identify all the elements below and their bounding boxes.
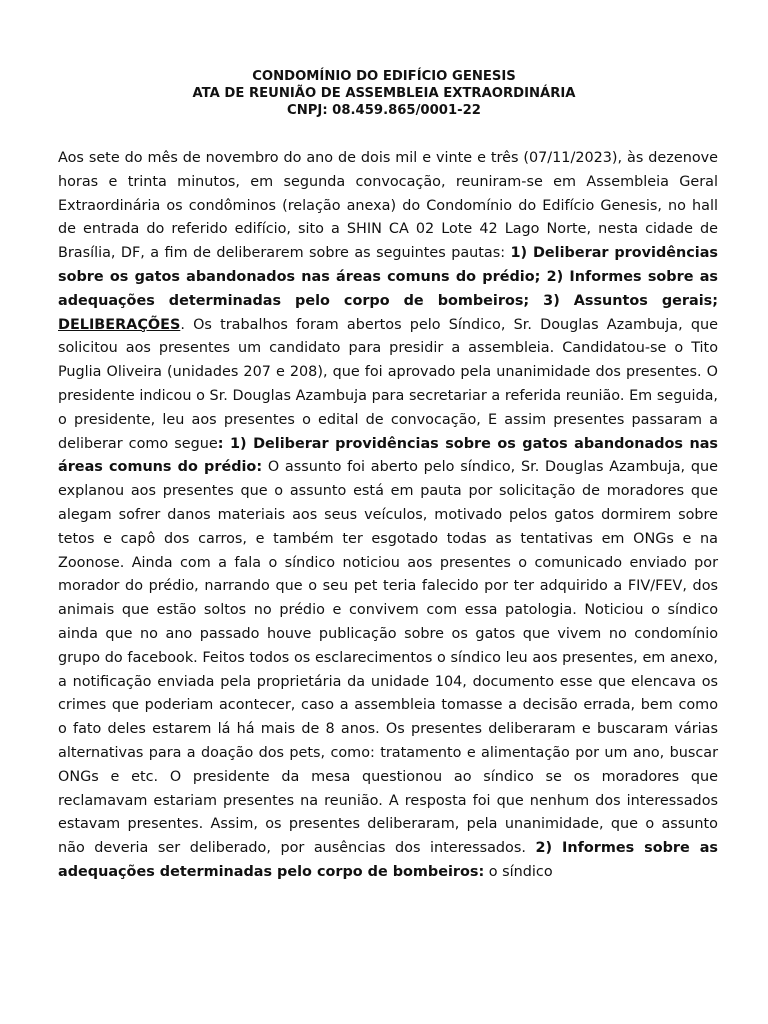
document-title: ATA DE REUNIÃO DE ASSEMBLEIA EXTRAORDINÁRIA <box>192 86 576 101</box>
condominium-name: CONDOMÍNIO DO EDIFÍCIO GENESIS <box>252 69 516 84</box>
document-header <box>0 68 768 119</box>
item-1-text: O assunto foi aberto pelo síndico, Sr. Douglas Azambuja, que explanou aos presentes que o assunto está em pauta por solicitação de moradores que alegam sofrer danos materiais aos seus veículos, motivado pelos gatos dormirem sobre tetos e capô dos carros, e também ter esgotado todas as tentativas em ONGs e na Zoonose. Ainda com a fala o síndico noticiou aos presentes o comunicado enviado por morador do prédio, narrando que o seu pet teria falecido por ter adquirido a FIV/FEV, dos animais que estão soltos no prédio e convivem com essa patologia. Noticiou o síndico ainda que no ano passado houve publicação sobre os gatos que vivem no condomínio grupo do facebook. Feitos todos os esclarecimentos o síndico leu aos presentes, em anexo, a notificação enviada pela proprietária da unidade 104, documento esse que elencava os crimes que poderiam acontecer, caso a assembleia tomasse a decisão errada, bem como o fato deles estarem lá há mais de 8 anos. Os presentes deliberaram e buscaram várias alternativas para a doação dos pets, como: tratamento e alimentação por um ano, buscar ONGs e etc. O presidente da mesa questionou ao síndico se os moradores que reclamavam estariam presentes na reunião. A resposta foi que nenhum dos interessados estavam presentes. Assim, os presentes deliberaram, pela unanimidade, que o assunto não deveria ser deliberado, por ausências dos interessados. <box>58 459 718 857</box>
cnpj-number: CNPJ: 08.459.865/0001-22 <box>287 103 481 118</box>
deliberations-heading: DELIBERAÇÕES <box>58 316 181 333</box>
item-2-text: o síndico <box>484 863 553 880</box>
minutes-body <box>58 147 718 885</box>
item-2-heading: 2) Informes sobre as adequações determinadas pelo corpo de bombeiros: <box>58 840 718 880</box>
opening-paragraph: Aos sete do mês de novembro do ano de dois mil e vinte e três (07/11/2023), às dezenove horas e trinta minutos, em segunda convocação, reuniram-se em Assembleia Geral Extraordinária os condôminos (relação anexa) do Condomínio do Edifício Genesis, no hall de entrada do referido edifício, sito a SHIN CA 02 Lote 42 Lago Norte, nesta cidade de Brasília, DF, a fim de deliberarem sobre as seguintes pautas: <box>58 150 718 262</box>
agenda-items: 1) Deliberar providências sobre os gatos abandonados nas áreas comuns do prédio; 2) Informes sobre as adequações determinadas pelo corpo de bombeiros; 3) Assuntos gerais; <box>58 245 718 309</box>
proceedings-text: . Os trabalhos foram abertos pelo Síndico, Sr. Douglas Azambuja, que solicitou aos presentes um candidato para presidir a assembleia. Candidatou-se o Tito Puglia Oliveira (unidades 207 e 208), que foi aprovado pela unanimidade dos presentes. O presidente indicou o Sr. Douglas Azambuja para secretariar a referida reunião. Em seguida, o presidente, leu aos presentes o edital de convocação, E assim presentes passaram a deliberar como segue <box>58 316 718 452</box>
item-1-heading: : 1) Deliberar providências sobre os gatos abandonados nas áreas comuns do prédio: <box>58 435 718 476</box>
